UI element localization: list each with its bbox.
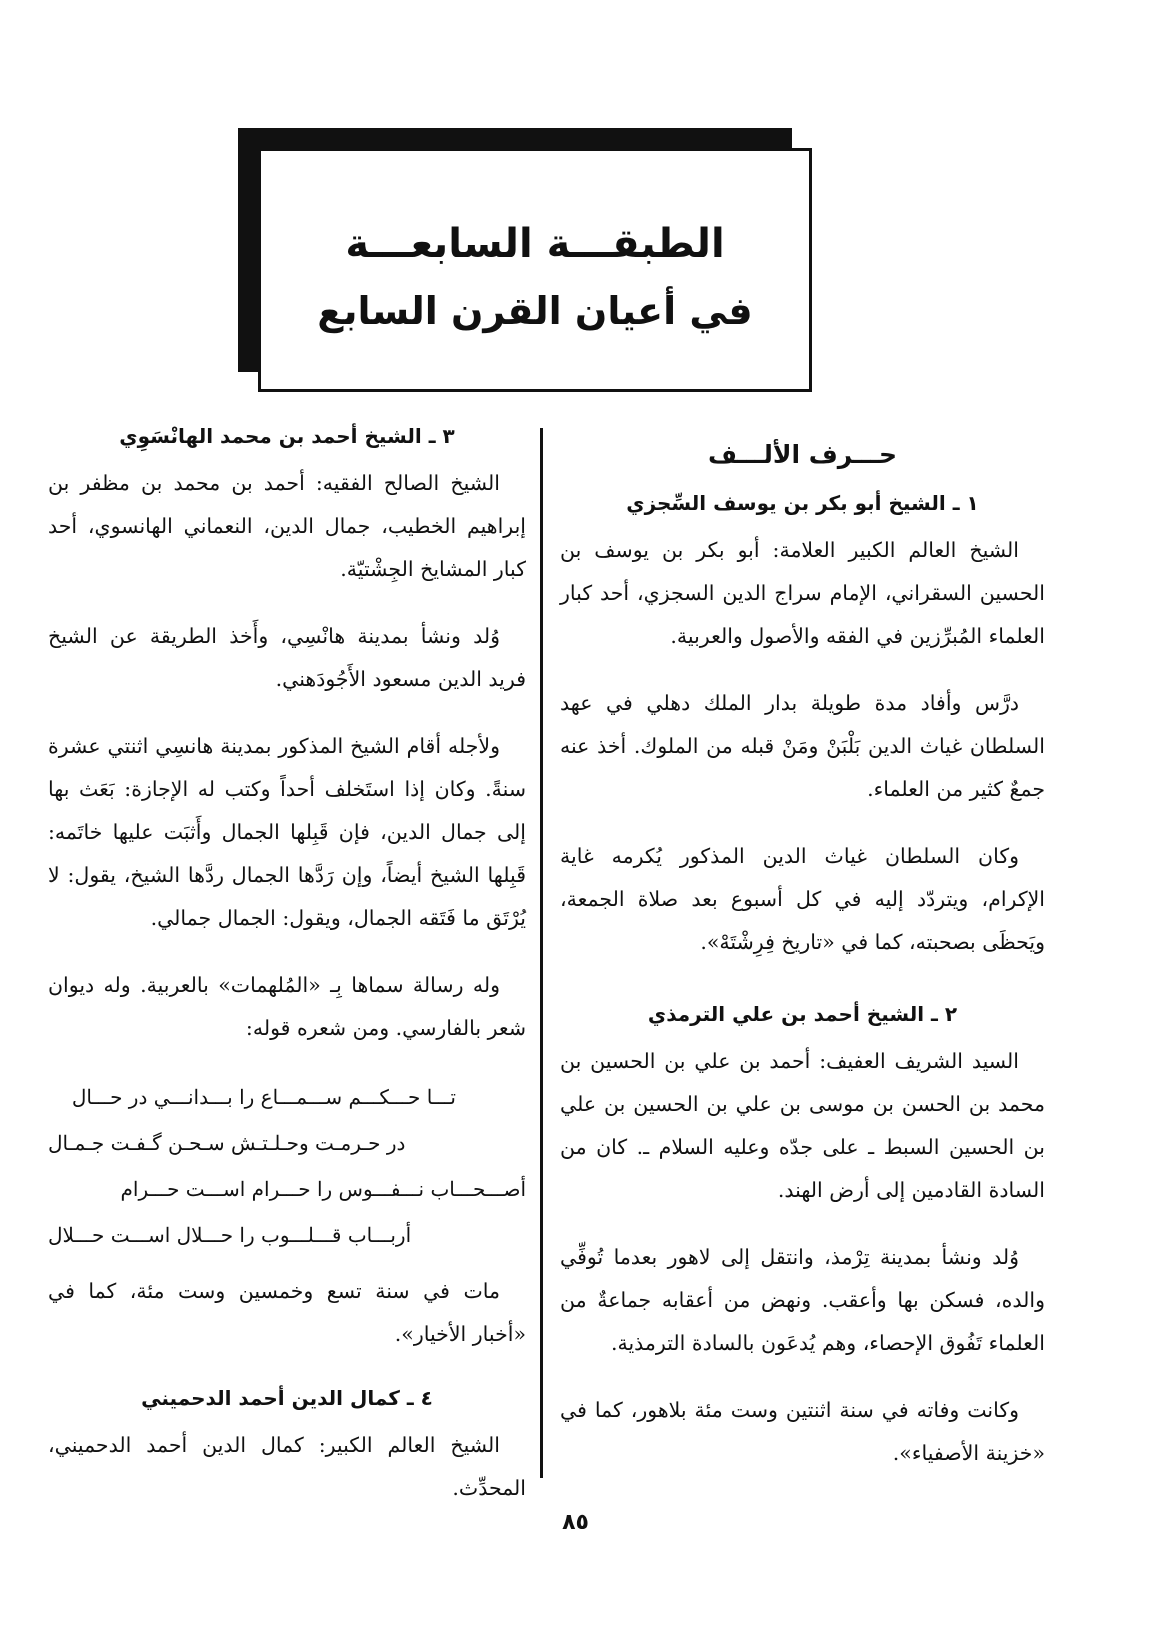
paragraph: وُلد ونشأ بمدينة تِرْمذ، وانتقل إلى لاهور بعدما تُوفِّي والده، فسكن بها وأعقب. ونهض من أعقابه جماعةٌ من العلماء تَفُوق الإحصاء، وهم يُدعَون بالسادة الترمذية. bbox=[560, 1245, 1045, 1355]
chapter-title-box bbox=[258, 148, 812, 392]
entry-4 bbox=[48, 1386, 526, 1510]
paragraph: وله رسالة سماها بِـ «المُلهمات» بالعربية. وله ديوان شعر بالفارسي. ومن شعره قوله: bbox=[48, 973, 526, 1040]
poem bbox=[48, 1074, 526, 1258]
entry-heading: ١ ـ الشيخ أبو بكر بن يوسف السِّجزي bbox=[626, 491, 979, 515]
entry-heading: ٤ ـ كمال الدين أحمد الدحميني bbox=[141, 1386, 433, 1410]
left-column bbox=[48, 424, 526, 1534]
column-divider bbox=[540, 428, 543, 1478]
paragraph: الشيخ العالم الكبير: كمال الدين أحمد الدحميني، المحدِّث. bbox=[48, 1433, 526, 1500]
paragraph: درَّس وأفاد مدة طويلة بدار الملك دهلي في عهد السلطان غياث الدين بَلْبَنْ ومَنْ قبله من الملوك. أخذ عنه جمعٌ كثير من العلماء. bbox=[560, 691, 1045, 801]
right-column bbox=[560, 420, 1045, 1499]
poem-line: در حـرمـت وحـلـتـش سـحـن گـفـت جـمـال bbox=[48, 1131, 406, 1155]
page-number: ٨٥ bbox=[562, 1510, 589, 1535]
entry-3 bbox=[48, 424, 526, 1356]
paragraph: وكان السلطان غياث الدين المذكور يُكرمه غاية الإكرام، ويتردّد إليه في كل أسبوع بعد صلاة الجمعة، ويَحظَى بصحبته، كما في «تاريخ فِرِشْتَهْ». bbox=[560, 844, 1045, 954]
paragraph: وُلد ونشأ بمدينة هانْسِي، وأَخذ الطريقة عن الشيخ فريد الدين مسعود الأَجُودَهني. bbox=[48, 624, 526, 691]
entry-heading: ٣ ـ الشيخ أحمد بن محمد الهانْسَوِي bbox=[119, 424, 455, 448]
entry-2 bbox=[560, 1002, 1045, 1475]
poem-line: أصـــحـــاب نـــفـــوس را حـــرام اســـت حـــرام bbox=[120, 1177, 526, 1201]
poem-line: أربـــاب قـــلـــوب را حـــلال اســـت حـــلال bbox=[48, 1223, 412, 1247]
chapter-title: الطبقـــة السابعـــة bbox=[345, 221, 725, 267]
paragraph: الشيخ العالم الكبير العلامة: أبو بكر بن يوسف بن الحسين السقراني، الإمام سراج الدين السجزي، أحد كبار العلماء المُبرِّزين في الفقه والأصول والعربية. bbox=[560, 538, 1045, 648]
paragraph: ولأجله أقام الشيخ المذكور بمدينة هانسِي اثنتي عشرة سنةً. وكان إذا استَخلف أحداً وكتب له الإجازة: بَعَث بها إلى جمال الدين، فإن قَبِلها الجمال وأَثبَت عليها خاتَمه: قَبِلها الشيخ أيضاً، وإن رَدَّها الجمال ردَّها الشيخ، يقول: لا يُرْتَق ما فَتَقه الجمال، ويقول: الجمال جمالي. bbox=[48, 734, 526, 930]
paragraph: مات في سنة تسع وخمسين وست مئة، كما في «أخبار الأخيار». bbox=[48, 1279, 526, 1346]
entry-1 bbox=[560, 491, 1045, 964]
section-title: حـــرف الألـــف bbox=[708, 440, 897, 469]
paragraph: السيد الشريف العفيف: أحمد بن علي بن الحسين بن محمد بن الحسن بن موسى بن علي بن الحسين بن علي بن الحسين السبط ـ على جدّه وعليه السلام ـ. كان من السادة القادمين إلى أرض الهند. bbox=[560, 1049, 1045, 1202]
chapter-subtitle: في أعيان القرن السابع bbox=[317, 289, 753, 333]
paragraph: وكانت وفاته في سنة اثنتين وست مئة بلاهور، كما في «خزينة الأصفياء». bbox=[560, 1398, 1045, 1465]
paragraph: الشيخ الصالح الفقيه: أحمد بن محمد بن مظفر بن إبراهيم الخطيب، جمال الدين، النعماني الهانسوي، أحد كبار المشايخ الجِشْتيّة. bbox=[48, 471, 526, 581]
entry-heading: ٢ ـ الشيخ أحمد بن علي الترمذي bbox=[647, 1002, 958, 1026]
poem-line: تـــا حـــكـــم ســـمـــاع را بـــدانـــي در حـــال bbox=[71, 1085, 456, 1109]
